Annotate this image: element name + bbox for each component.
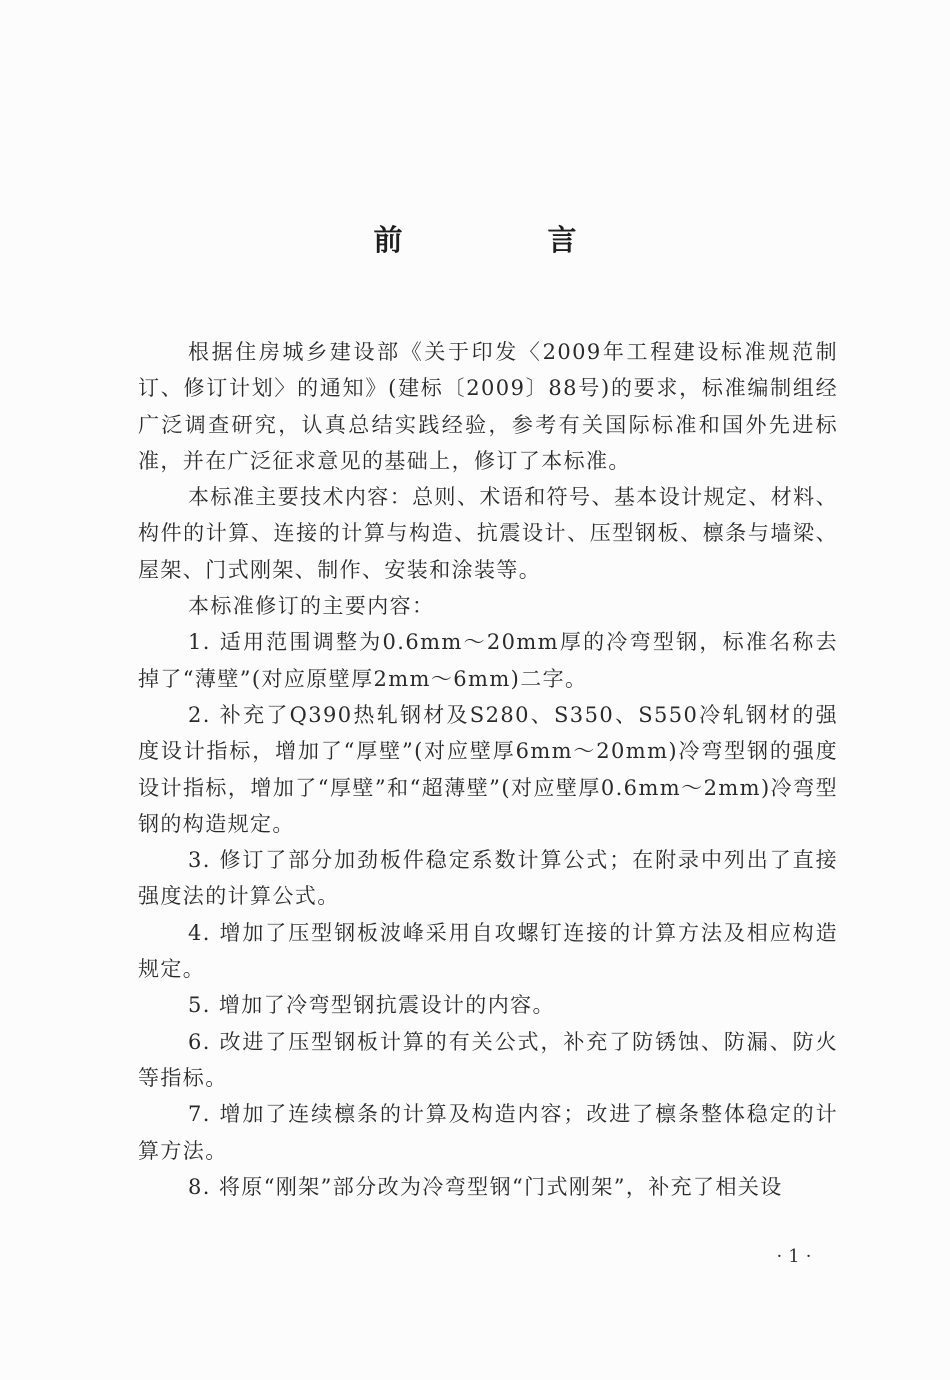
paragraph: 2. 补充了Q390热轧钢材及S280、S350、S550冷轧钢材的强度设计指标，增加了“厚壁”(对应壁厚6mm～20mm)冷弯型钢的强度设计指标，增加了“厚壁”和“超薄壁”(对应壁厚0.6mm～2mm)冷弯型钢的构造规定。: [138, 702, 838, 836]
page-title: 前 言: [373, 223, 635, 257]
paragraph: 5. 增加了冷弯型钢抗震设计的内容。: [188, 993, 555, 1018]
paragraph: 1. 适用范围调整为0.6mm～20mm厚的冷弯型钢，标准名称去掉了“薄壁”(对应原壁厚2mm～6mm)二字。: [138, 630, 838, 691]
body-text: [138, 334, 838, 1205]
page-number: ·1·: [776, 1246, 818, 1267]
paragraph: 根据住房城乡建设部《关于印发〈2009年工程建设标准规范制订、修订计划〉的通知》(建标〔2009〕88号)的要求，标准编制组经广泛调查研究，认真总结实践经验，参考有关国际标准和国外先进标准，并在广泛征求意见的基础上，修订了本标准。: [138, 340, 838, 473]
paragraph: 7. 增加了连续檩条的计算及构造内容；改进了檩条整体稳定的计算方法。: [138, 1102, 838, 1163]
paragraph: 3. 修订了部分加劲板件稳定系数计算公式；在附录中列出了直接强度法的计算公式。: [138, 848, 838, 909]
paragraph: 本标准主要技术内容：总则、术语和符号、基本设计规定、材料、构件的计算、连接的计算与构造、抗震设计、压型钢板、檩条与墙梁、屋架、门式刚架、制作、安装和涂装等。: [138, 485, 838, 582]
paragraph: 8. 将原“刚架”部分改为冷弯型钢“门式刚架”，补充了相关设: [188, 1174, 783, 1199]
paragraph: 4. 增加了压型钢板波峰采用自攻螺钉连接的计算方法及相应构造规定。: [138, 920, 838, 982]
paragraph: 本标准修订的主要内容：: [188, 594, 435, 619]
paragraph: 6. 改进了压型钢板计算的有关公式，补充了防锈蚀、防漏、防火等指标。: [138, 1029, 838, 1090]
